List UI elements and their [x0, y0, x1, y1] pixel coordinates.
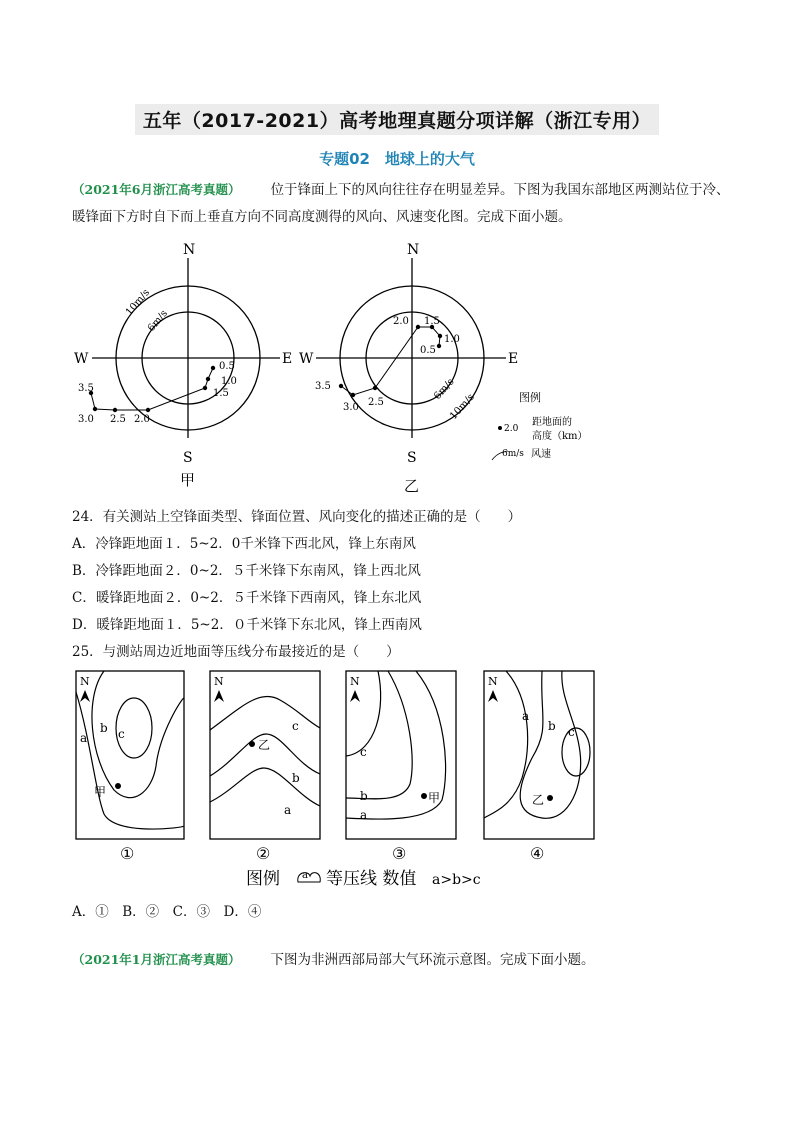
isobar-map-3 [346, 671, 456, 863]
question-24-stem: 24．有关测站上空锋面类型、锋面位置、风向变化的描述正确的是（ ） [72, 509, 522, 525]
svg-text:b: b [360, 789, 368, 803]
point-label: 2.5 [368, 397, 384, 408]
ring-outer-label: 10m/s [448, 391, 477, 423]
north-label: N [80, 675, 90, 688]
point-label: 2.0 [393, 316, 409, 327]
isobar-map-1 [76, 671, 184, 863]
map-number: ① [120, 844, 135, 863]
station-b-label: 乙 [404, 477, 420, 495]
wind-legend [492, 390, 588, 460]
wind-profile-figure [70, 238, 600, 500]
svg-text:c: c [292, 719, 299, 733]
legend-values: a>b>c [432, 872, 481, 888]
topic-heading: 专题02 地球上的大气 [319, 150, 475, 168]
intro-text: 位于锋面上下的风向往往存在明显差异。下图为我国东部地区两测站位于冷、暖锋面下方时自下而上垂直方向不同高度测得的风向、风速变化图。完成下面小题。 [72, 182, 730, 225]
wind-rose-station-b [299, 242, 518, 495]
map-number: ② [256, 844, 271, 863]
point-label: 3.0 [343, 402, 359, 413]
svg-text:a: a [360, 808, 368, 822]
point-label: 2.0 [134, 414, 150, 425]
legend-point-desc: 高度（km） [532, 431, 588, 442]
point-label: 3.5 [78, 383, 94, 394]
east-label: E [282, 351, 293, 367]
point-label: 3.5 [315, 381, 331, 392]
question-24-option-d: D．暖锋距地面１．5~2．０千米锋下东北风，锋上西南风 [72, 617, 422, 633]
svg-text:c: c [568, 725, 575, 739]
isobar-map-4 [484, 671, 594, 863]
point-label: 0.5 [420, 345, 436, 356]
svg-text:甲: 甲 [428, 791, 441, 805]
isobar-map-2 [210, 671, 320, 863]
svg-text:a: a [522, 709, 530, 723]
legend-point: 2.0 [504, 424, 519, 434]
north-label: N [183, 242, 196, 258]
svg-text:a: a [80, 731, 88, 745]
svg-text:乙: 乙 [532, 793, 545, 807]
source-tag: （2021年6月浙江高考真题） [72, 182, 241, 197]
ring-inner-label: 6m/s [432, 376, 457, 403]
north-arrow-icon [214, 690, 224, 702]
legend-prefix: 图例 [246, 869, 280, 889]
intro-text: 下图为非洲西部局部大气环流示意图。完成下面小题。 [270, 952, 595, 968]
svg-text:b: b [100, 721, 108, 735]
svg-text:b: b [548, 719, 556, 733]
ring-inner-label: 6m/s [145, 308, 170, 334]
ring-outer-label: 10m/s [123, 287, 153, 318]
south-label: S [183, 450, 193, 466]
legend-title: 图例 [519, 391, 541, 404]
page-title: 五年（2017-2021）高考地理真题分项详解（浙江专用） [0, 104, 794, 135]
source-tag: （2021年1月浙江高考真题） [72, 952, 241, 967]
west-label: W [74, 351, 89, 367]
isobar-legend [246, 869, 481, 889]
map-number: ③ [392, 844, 407, 863]
wind-rose-station-a [74, 242, 292, 489]
point-label: 1.5 [424, 316, 440, 327]
legend-desc: 等压线 数值 [326, 869, 417, 889]
svg-text:乙: 乙 [258, 738, 271, 752]
svg-text:b: b [292, 771, 300, 785]
north-label: N [407, 242, 420, 258]
legend-point-desc: 距地面的 [532, 417, 572, 428]
question-24-option-b: B．冷锋距地面２．0~2．５千米锋下东南风，锋上西北风 [72, 563, 421, 579]
east-label: E [508, 351, 519, 367]
west-label: W [299, 351, 314, 367]
map-number: ④ [530, 844, 545, 863]
station-a-label: 甲 [180, 471, 196, 489]
point-label: 1.0 [444, 334, 460, 345]
svg-text:c: c [118, 727, 125, 741]
question-25-options: A．① B．② C．③ D．④ [72, 904, 262, 920]
svg-text:甲: 甲 [94, 785, 107, 799]
question-24-option-c: C．暖锋距地面２．0~2．５千米锋下西南风，锋上东北风 [72, 590, 422, 606]
point-label: 0.5 [219, 361, 235, 372]
north-arrow-icon [488, 690, 498, 702]
north-label: N [488, 675, 498, 688]
question-intro-1 [72, 176, 732, 231]
point-label: 1.5 [213, 388, 229, 399]
svg-text:c: c [360, 745, 367, 759]
question-24-option-a: A．冷锋距地面１．5~2．0千米锋下西北风，锋上东南风 [72, 536, 416, 552]
north-label: N [350, 675, 360, 688]
question-25-stem: 25．与测站周边近地面等压线分布最接近的是（ ） [72, 644, 400, 660]
north-arrow-icon [350, 690, 360, 702]
south-label: S [407, 450, 417, 466]
north-arrow-icon [80, 690, 90, 702]
north-label: N [214, 675, 224, 688]
isobar-maps-figure [70, 668, 630, 890]
legend-speed: 6m/s [502, 449, 524, 459]
question-intro-2 [72, 946, 732, 974]
point-label: 1.0 [221, 376, 237, 387]
legend-speed-desc: 风速 [531, 449, 551, 460]
point-label: 2.5 [110, 414, 126, 425]
point-label: 3.0 [78, 414, 94, 425]
svg-text:a: a [302, 870, 308, 881]
svg-text:a: a [284, 803, 292, 817]
